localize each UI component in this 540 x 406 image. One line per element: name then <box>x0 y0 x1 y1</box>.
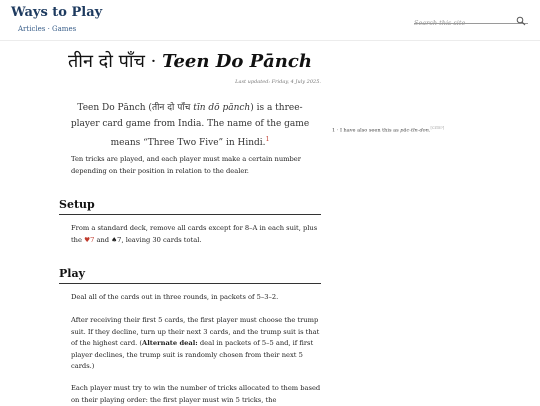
title-separator: · <box>144 51 163 72</box>
setup-text-and: and <box>94 235 112 244</box>
play-paragraph-trump <box>71 315 321 373</box>
lede-hindi: तीन दो पाँच <box>151 103 191 113</box>
search-box <box>414 10 528 24</box>
sidenote-separator: · <box>335 127 340 134</box>
title-hindi: तीन दो पाँच <box>68 51 145 72</box>
lede-paragraph <box>64 100 316 151</box>
section-heading-play: Play <box>59 267 321 284</box>
lede-text: Teen Do Pānch ( <box>77 103 152 113</box>
trump-text: After receiving their first 5 cards, the first player must choose the trump suit. If they decline, turn up their next 3 cards, and the trump suit is that of the highest card. ( <box>71 316 320 347</box>
sidenote <box>332 126 532 134</box>
intro-paragraph: Ten tricks are played, and each player must make a certain number depending on their position in relation to the dealer. <box>71 155 301 175</box>
sidenote-number: 1 <box>332 127 336 134</box>
play-paragraph-tricks: Each player must try to win the number of tricks allocated to them based on their playing order: the first player must win 5 tricks, the <box>71 384 321 404</box>
footnote-ref[interactable]: 1 <box>265 136 270 143</box>
last-updated: Last updated: Friday, 4 July 2025. <box>235 79 321 85</box>
section-heading-setup: Setup <box>59 198 321 215</box>
card-spade-seven: ♠7 <box>111 235 122 244</box>
title-latin: Teen Do Pānch <box>162 51 312 72</box>
setup-paragraph <box>71 223 321 246</box>
header-divider <box>0 40 540 41</box>
search-input[interactable] <box>414 17 510 29</box>
nav-articles-link[interactable]: Articles <box>18 25 46 33</box>
site-title[interactable]: Ways to Play <box>11 5 103 20</box>
lede-transliteration: tīn dō pānch <box>190 103 251 113</box>
play-paragraph-deal: Deal all of the cards out in three rounds, in packets of 5–3–2. <box>71 293 279 301</box>
setup-text: From a standard deck, remove all cards except for 8–A in each suit, plus the <box>71 224 318 244</box>
sidenote-alt-name: pāc-tīn-don <box>400 127 429 134</box>
magnifier-icon[interactable] <box>516 11 526 21</box>
site-nav <box>18 25 76 33</box>
nav-separator: · <box>45 25 53 33</box>
alternate-deal-label: Alternate deal: <box>142 339 198 347</box>
page-title <box>59 50 321 74</box>
nav-games-link[interactable]: Games <box>52 25 77 33</box>
trump-text-end: deal in packets of 5–5 and, if first player declines, the trump suit is randomly chosen from their next 5 cards.) <box>71 339 314 370</box>
setup-text-end: , leaving 30 cards total. <box>121 235 202 244</box>
lede-text-end: ) is a three-player card game from India. The name of the game means “Three Two Five” in Hindi. <box>70 103 310 148</box>
sidenote-text: I have also seen this as <box>339 127 401 134</box>
sidenote-period: . <box>428 127 431 134</box>
citation-needed[interactable]: [CITE?] <box>430 126 445 130</box>
card-heart-seven: ♥7 <box>84 235 95 244</box>
